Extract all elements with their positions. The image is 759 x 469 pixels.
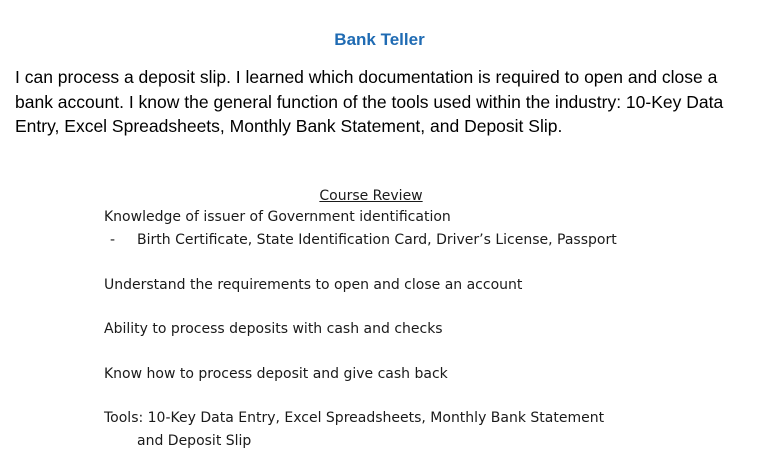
course-review-heading: Course Review <box>319 188 423 204</box>
bullet-dash: - <box>110 232 116 248</box>
review-item-tools-continued: and Deposit Slip <box>137 433 252 449</box>
intro-paragraph: I can process a deposit slip. I learned which documentation is required to open and close a bank account. I know the general function of the tools used within the industry: 10-Key Data Entry, Excel Spreadsheets, Monthly Bank Statement, and Deposit Slip. <box>15 67 724 136</box>
review-item-cash-back: Know how to process deposit and give cash back <box>104 366 448 382</box>
review-item-tools: Tools: 10-Key Data Entry, Excel Spreadsheets, Monthly Bank Statement <box>104 410 605 426</box>
review-item-process-deposits: Ability to process deposits with cash and checks <box>104 321 443 337</box>
review-item-government-id: Knowledge of issuer of Government identification <box>104 209 451 225</box>
page-title: Bank Teller <box>334 30 425 49</box>
review-subitem-id-types: Birth Certificate, State Identification Card, Driver’s License, Passport <box>137 232 617 248</box>
review-item-open-close-account: Understand the requirements to open and close an account <box>104 277 523 293</box>
